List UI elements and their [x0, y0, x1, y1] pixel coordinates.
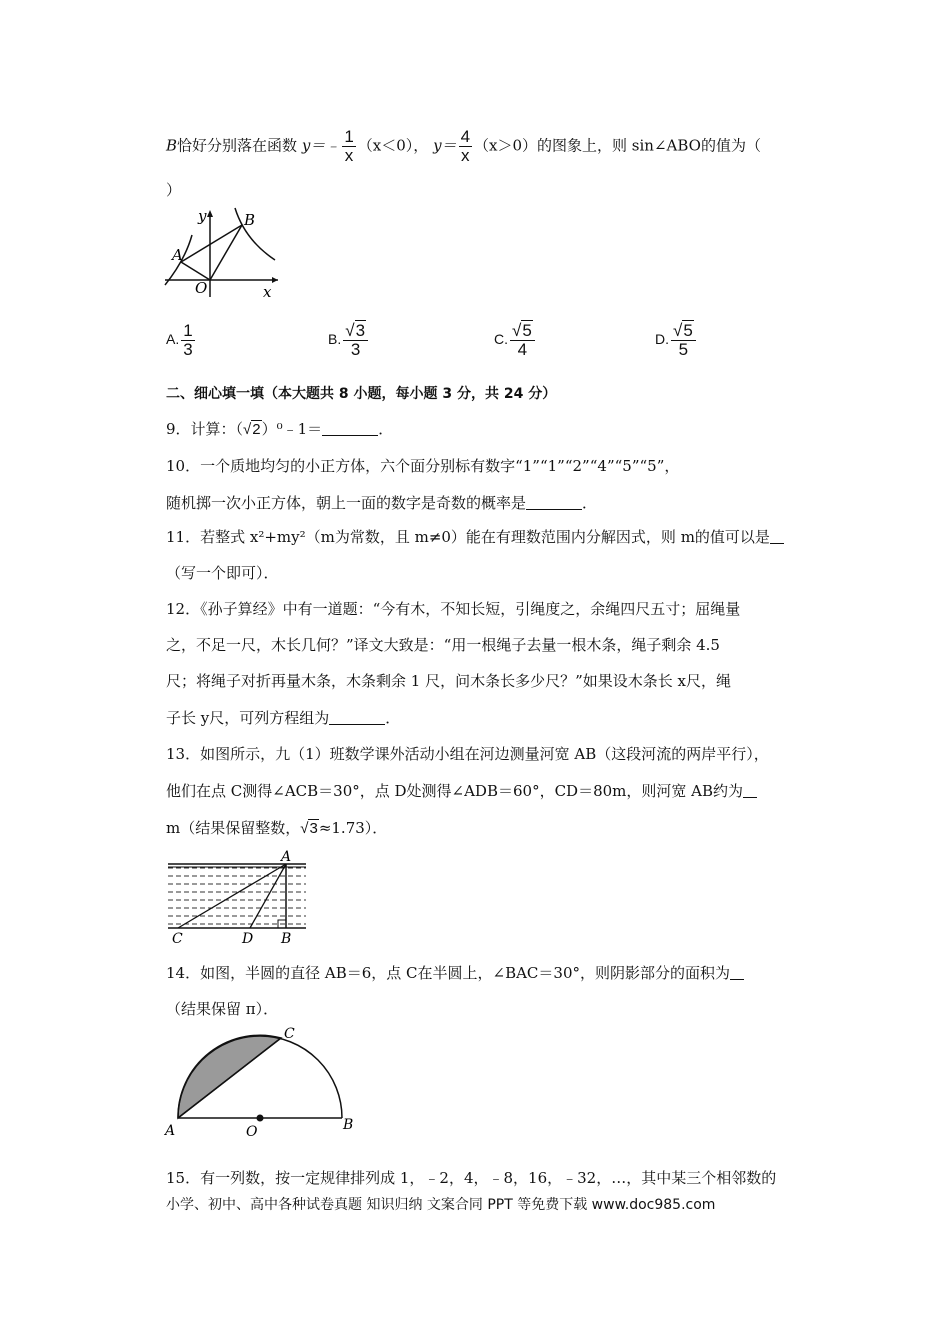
q8-option-c-rad: 5 — [522, 321, 532, 340]
q13-text-b: ≈1.73）． — [318, 819, 388, 837]
q10-text: 随机掷一次小正方体，朝上一面的数字是奇数的概率是 — [166, 494, 527, 512]
q14-label-b: B — [343, 1117, 354, 1133]
q10-line2 — [166, 493, 597, 513]
q14-label-c: C — [284, 1026, 295, 1042]
q11-line1 — [166, 527, 784, 547]
q8-segment-ob — [210, 225, 242, 280]
q10-answer-blank[interactable] — [526, 495, 582, 510]
q12-line4 — [166, 708, 400, 728]
q9-prefix: 9．计算：（ — [166, 420, 244, 438]
q8-option-b-letter: B. — [328, 331, 342, 348]
page-footer: 小学、初中、高中各种试卷真题 知识归纳 文案合同 PPT 等免费下载 www.doc985.com — [166, 1197, 716, 1213]
q8-option-a-letter: A. — [166, 331, 180, 348]
q12-line3: 尺；将绳子对折再量木条，木条剩余 1 尺，问木条长多少尺？”如果设木条长 x尺，绳 — [166, 672, 731, 690]
q14-line2: （结果保留 π）． — [166, 1000, 279, 1018]
q13-answer-blank[interactable] — [743, 783, 757, 798]
q13-sqrt: √3 — [300, 820, 318, 837]
q8-frac2-den: x — [459, 146, 472, 165]
q13-figure — [160, 848, 320, 948]
q8-option-b-den: 3 — [343, 340, 368, 359]
q8-option-a-num: 1 — [183, 321, 193, 340]
q8-cond1: （x＜0）， — [357, 136, 429, 155]
q8-func2-lhs: y＝ — [433, 136, 457, 155]
q13-label-b: B — [281, 931, 292, 947]
q14-answer-blank[interactable] — [730, 965, 744, 980]
q13-label-a: A — [281, 849, 292, 865]
q12-line2: 之，不足一尺，木长几何？”译文大致是：“用一根绳子去量一根木条，绳子剩余 4.5 — [166, 636, 720, 654]
q8-text: 恰好分别落在函数 — [177, 136, 298, 155]
q8-option-d-num: √5 — [673, 321, 693, 340]
q13-label-c: C — [172, 931, 183, 947]
q8-frac2-num: 4 — [460, 127, 471, 146]
q8-option-d-frac — [671, 322, 696, 359]
q12-answer-blank[interactable] — [329, 710, 385, 725]
q12-end: ． — [385, 709, 401, 727]
q8-label-x: x — [263, 283, 272, 300]
q9-rad: 2 — [252, 421, 261, 438]
q8-option-d-rad: 5 — [683, 321, 693, 340]
q8-line1 — [166, 127, 761, 165]
q8-option-a[interactable] — [166, 322, 197, 359]
q13-line1: 13．如图所示，九（1）班数学课外活动小组在河边测量河宽 AB（这段河流的两岸平行）， — [166, 745, 769, 763]
q9-answer-blank[interactable] — [322, 421, 378, 436]
q8-label-o: O — [195, 279, 208, 297]
q8-label-a: A — [172, 246, 183, 264]
q8-option-c-den: 4 — [510, 340, 535, 359]
section-2-heading: 二、细心填一填（本大题共 8 小题，每小题 3 分，共 24 分） — [166, 386, 557, 402]
q9 — [166, 419, 393, 440]
q8-option-a-frac — [181, 322, 194, 359]
q11-line2: （写一个即可）． — [166, 564, 279, 582]
q8-option-c-letter: C. — [494, 331, 508, 348]
q8-option-c[interactable] — [494, 322, 537, 359]
q12-line1: 12．《孙子算经》中有一道题：“今有木，不知长短，引绳度之，余绳四尺五寸；屈绳量 — [166, 600, 741, 618]
q8-option-b-frac — [343, 322, 368, 359]
q14-label-o: O — [246, 1124, 258, 1140]
q8-option-d[interactable] — [655, 322, 698, 359]
q8-y-arrow — [207, 210, 213, 217]
q14-center-o — [257, 1115, 264, 1122]
q8-frac1-num: 1 — [344, 127, 354, 146]
q13-rad: 3 — [309, 820, 318, 837]
q8-segment-ab — [181, 225, 242, 262]
q9-sqrt: √2 — [243, 421, 261, 438]
q8-option-d-letter: D. — [655, 331, 669, 348]
q8-x-arrow — [272, 277, 278, 283]
q8-line2: ） — [166, 181, 182, 199]
q8-frac2 — [459, 128, 472, 165]
q8-cond2: （x＞0）的图象上，则 sin∠ABO的值为（ — [474, 136, 761, 155]
q10-end: ． — [582, 494, 598, 512]
q14-figure — [160, 1022, 360, 1142]
q8-segment-oa — [181, 262, 210, 280]
q13-text-a: m（结果保留整数， — [166, 819, 301, 837]
q11-answer-blank[interactable] — [770, 529, 784, 544]
q14-text: 14．如图，半圆的直径 AB＝6，点 C在半圆上，∠BAC＝30°，则阴影部分的面积为 — [166, 964, 730, 982]
q9-end: ． — [378, 420, 394, 438]
q8-frac1 — [342, 128, 355, 165]
q8-option-d-den: 5 — [671, 340, 696, 359]
q13-line2 — [166, 781, 757, 801]
q8-option-c-num: √5 — [512, 321, 532, 340]
q8-frac1-den: x — [342, 146, 355, 165]
q8-point-b: B — [166, 136, 178, 155]
q10-line1: 10．一个质地均匀的小正方体，六个面分别标有数字“1”“1”“2”“4”“5”“5”， — [166, 457, 680, 475]
q15-line1: 15．有一列数，按一定规律排列成 1，﹣2，4，﹣8，16，﹣32，…，其中某三个相邻数的 — [166, 1169, 777, 1187]
q14-line1 — [166, 963, 744, 983]
q11-text: 11．若整式 x²+my²（m为常数，且 m≠0）能在有理数范围内分解因式，则 m的值可以是 — [166, 528, 770, 546]
q8-func1-lhs: y＝﹣ — [301, 136, 341, 155]
q8-option-c-frac — [510, 322, 535, 359]
q8-label-y: y — [198, 207, 207, 225]
q13-text: 他们在点 C测得∠ACB＝30°，点 D处测得∠ADB＝60°，CD＝80m，则河宽 AB约为 — [166, 782, 744, 800]
q9-suffix: ）⁰﹣1＝ — [261, 420, 323, 438]
q8-option-b[interactable] — [328, 322, 370, 359]
q8-option-b-rad: 3 — [355, 321, 366, 340]
q13-line3 — [166, 818, 387, 839]
q8-option-a-den: 3 — [183, 340, 193, 359]
q8-figure — [160, 205, 285, 300]
q12-text: 子长 y尺，可列方程组为 — [166, 709, 330, 727]
q8-option-b-num: √3 — [345, 321, 366, 340]
q8-label-b: B — [244, 211, 256, 229]
q14-label-a: A — [165, 1123, 176, 1139]
q13-label-d: D — [242, 931, 254, 947]
